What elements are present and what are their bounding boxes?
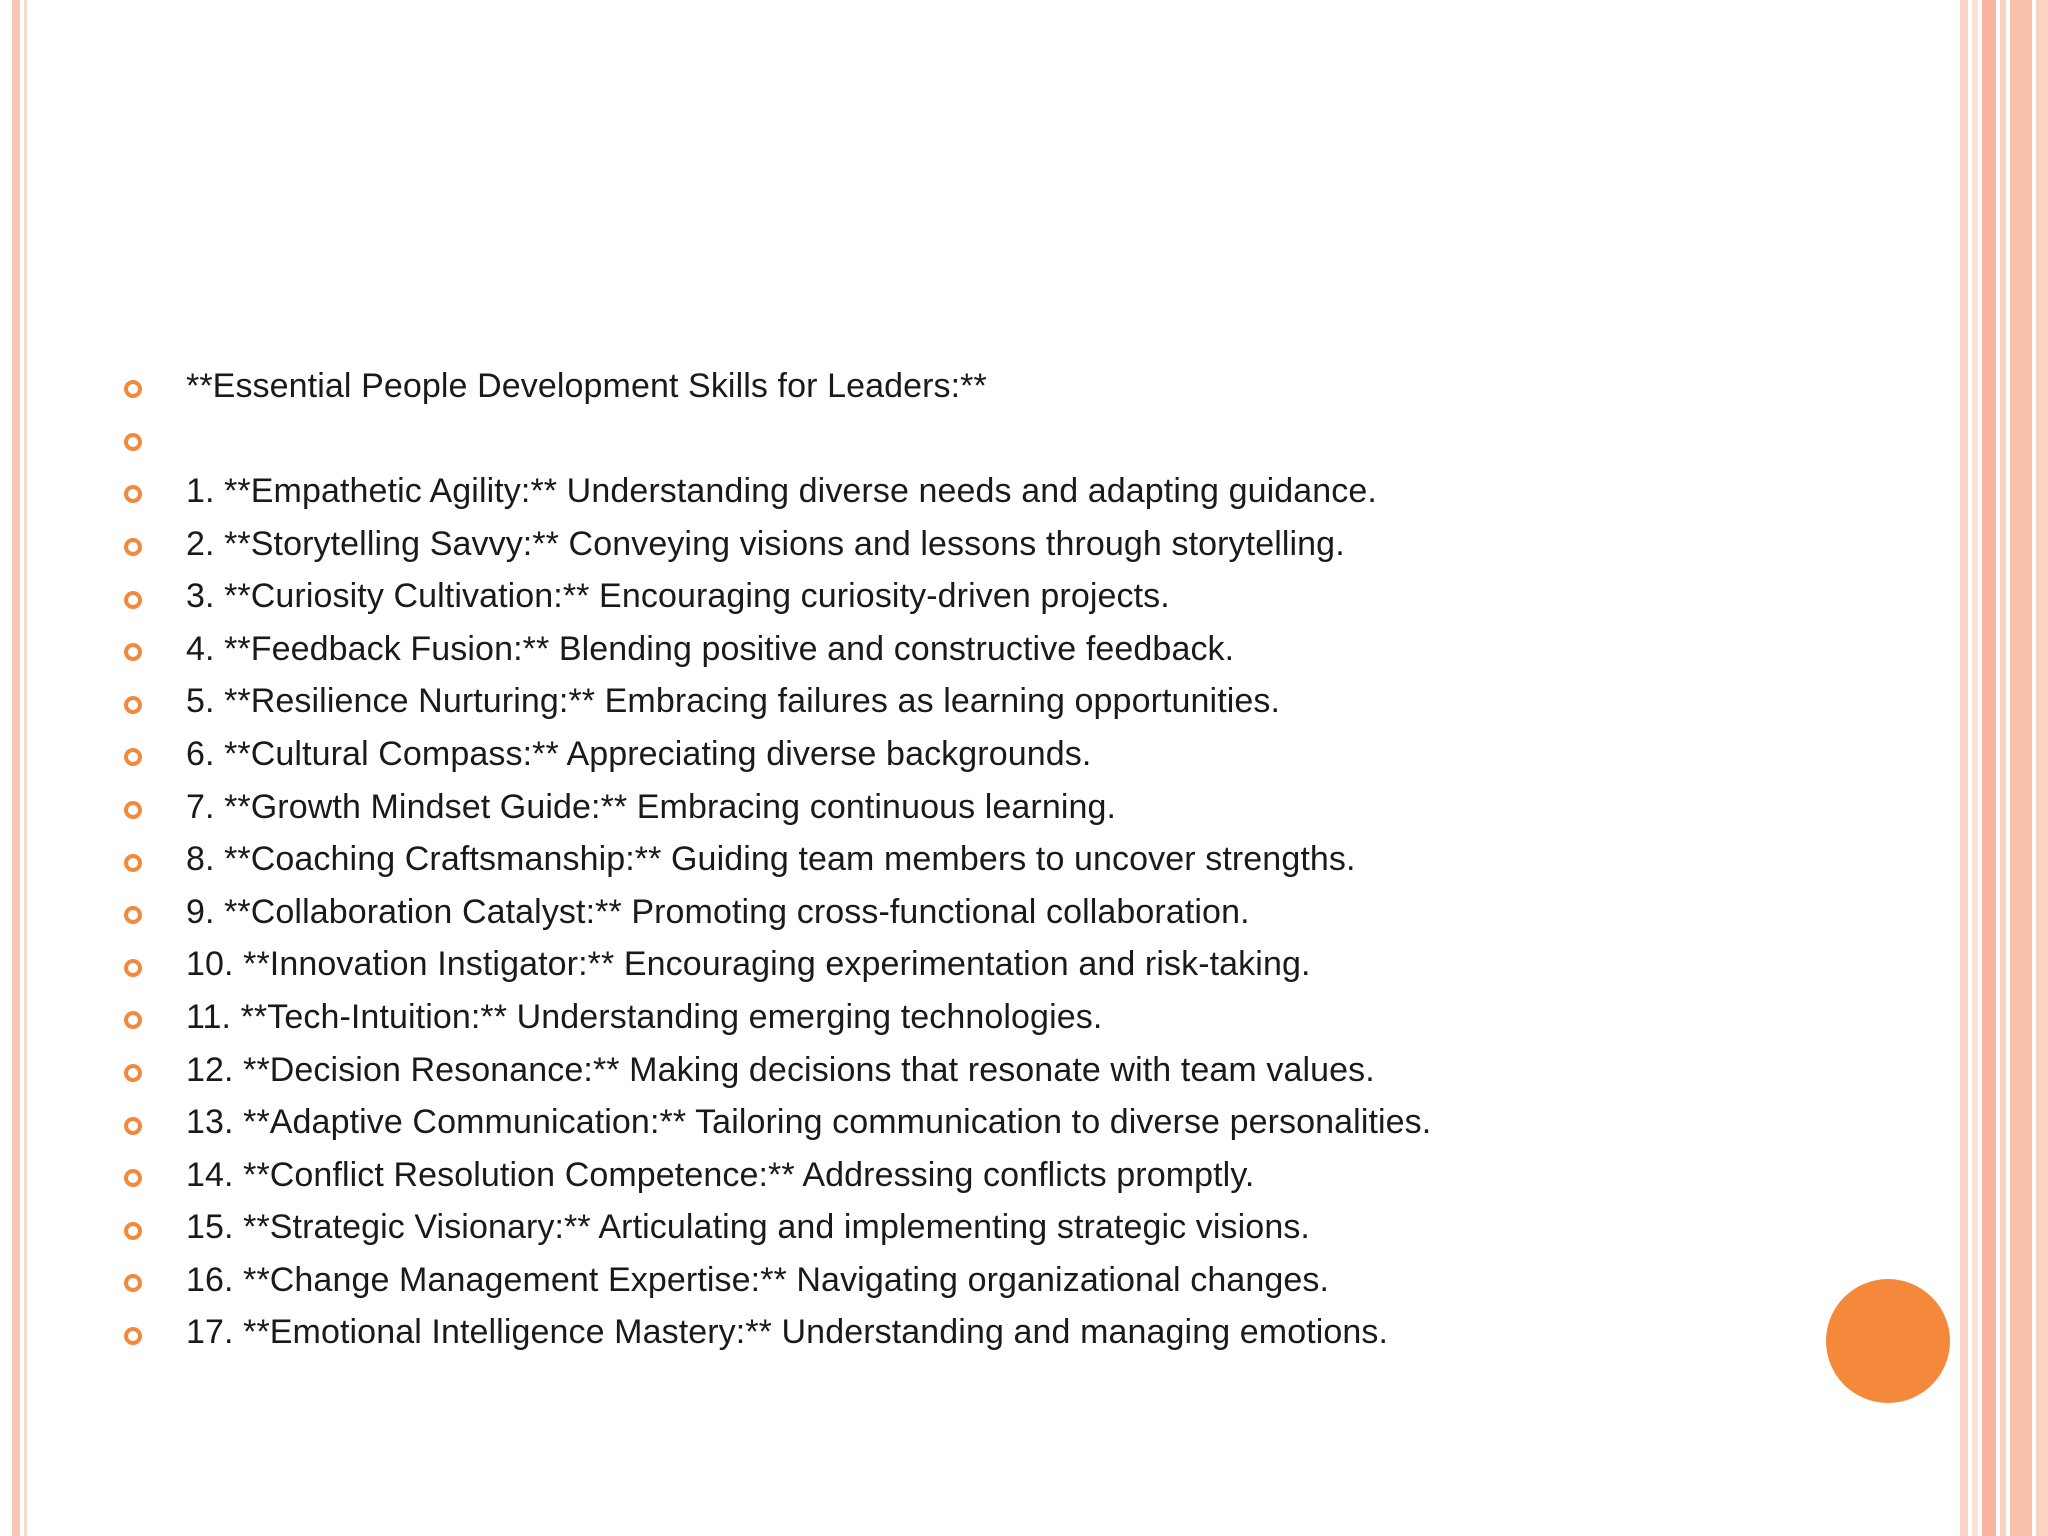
bullet-text: 4. **Feedback Fusion:** Blending positive and constructive feedback. — [186, 629, 1235, 668]
bullet-text: 5. **Resilience Nurturing:** Embracing failures as learning opportunities. — [186, 682, 1281, 721]
right-border-stripe-3 — [1982, 0, 1996, 1536]
right-border-stripe-4 — [2000, 0, 2006, 1536]
bullet-text: 13. **Adaptive Communication:** Tailoring communication to diverse personalities. — [186, 1103, 1432, 1142]
bullet-text: 12. **Decision Resonance:** Making decisions that resonate with team values. — [186, 1050, 1375, 1089]
bullet-item — [120, 413, 1820, 466]
bullet-item — [120, 465, 1820, 518]
bullet-list — [120, 360, 1820, 1359]
bullet-item — [120, 1202, 1820, 1255]
bullet-text: 7. **Growth Mindset Guide:** Embracing continuous learning. — [186, 787, 1117, 826]
bullet-text: 14. **Conflict Resolution Competence:** Addressing conflicts promptly. — [186, 1155, 1255, 1194]
left-border-stripe-thin — [24, 0, 27, 1536]
hollow-circle-icon — [124, 1169, 142, 1187]
hollow-circle-icon — [124, 854, 142, 872]
right-border-stripe-1 — [1960, 0, 1968, 1536]
bullet-item — [120, 1096, 1820, 1149]
hollow-circle-icon — [124, 696, 142, 714]
left-border-stripe — [12, 0, 20, 1536]
bullet-item — [120, 570, 1820, 623]
bullet-item — [120, 676, 1820, 729]
bullet-text: 15. **Strategic Visionary:** Articulating and implementing strategic visions. — [186, 1208, 1310, 1247]
hollow-circle-icon — [124, 1274, 142, 1292]
bullet-text: 2. **Storytelling Savvy:** Conveying visions and lessons through storytelling. — [186, 524, 1345, 563]
orange-circle-decoration — [1826, 1279, 1950, 1403]
hollow-circle-icon — [124, 485, 142, 503]
bullet-text: 10. **Innovation Instigator:** Encouraging experimentation and risk-taking. — [186, 945, 1311, 984]
bullet-item — [120, 886, 1820, 939]
bullet-item — [120, 991, 1820, 1044]
bullet-text: 1. **Empathetic Agility:** Understanding diverse needs and adapting guidance. — [186, 471, 1377, 510]
right-border-stripe-6 — [2036, 0, 2048, 1536]
hollow-circle-icon — [124, 433, 142, 451]
bullet-text: 3. **Curiosity Cultivation:** Encouraging curiosity-driven projects. — [186, 577, 1170, 616]
bullet-text: 8. **Coaching Craftsmanship:** Guiding team members to uncover strengths. — [186, 840, 1356, 879]
hollow-circle-icon — [124, 906, 142, 924]
bullet-item — [120, 833, 1820, 886]
hollow-circle-icon — [124, 643, 142, 661]
bullet-text: 16. **Change Management Expertise:** Navigating organizational changes. — [186, 1260, 1330, 1299]
bullet-text: 9. **Collaboration Catalyst:** Promoting cross-functional collaboration. — [186, 892, 1250, 931]
bullet-item — [120, 781, 1820, 834]
hollow-circle-icon — [124, 801, 142, 819]
hollow-circle-icon — [124, 1222, 142, 1240]
right-border-stripe-2 — [1972, 0, 1978, 1536]
hollow-circle-icon — [124, 748, 142, 766]
bullet-text: **Essential People Development Skills for Leaders:** — [186, 366, 987, 405]
hollow-circle-icon — [124, 1117, 142, 1135]
hollow-circle-icon — [124, 591, 142, 609]
bullet-item — [120, 623, 1820, 676]
bullet-item — [120, 939, 1820, 992]
bullet-item — [120, 728, 1820, 781]
hollow-circle-icon — [124, 538, 142, 556]
bullet-item — [120, 1307, 1820, 1360]
bullet-item — [120, 1044, 1820, 1097]
bullet-text: 17. **Emotional Intelligence Mastery:** Understanding and managing emotions. — [186, 1313, 1389, 1352]
hollow-circle-icon — [124, 1327, 142, 1345]
bullet-item — [120, 1149, 1820, 1202]
hollow-circle-icon — [124, 1011, 142, 1029]
bullet-item — [120, 1254, 1820, 1307]
hollow-circle-icon — [124, 959, 142, 977]
bullet-item — [120, 518, 1820, 571]
bullet-text: 11. **Tech-Intuition:** Understanding emerging technologies. — [186, 997, 1103, 1036]
hollow-circle-icon — [124, 1064, 142, 1082]
hollow-circle-icon — [124, 380, 142, 398]
right-border-stripe-5 — [2010, 0, 2032, 1536]
bullet-item — [120, 360, 1820, 413]
bullet-text: 6. **Cultural Compass:** Appreciating diverse backgrounds. — [186, 734, 1092, 773]
